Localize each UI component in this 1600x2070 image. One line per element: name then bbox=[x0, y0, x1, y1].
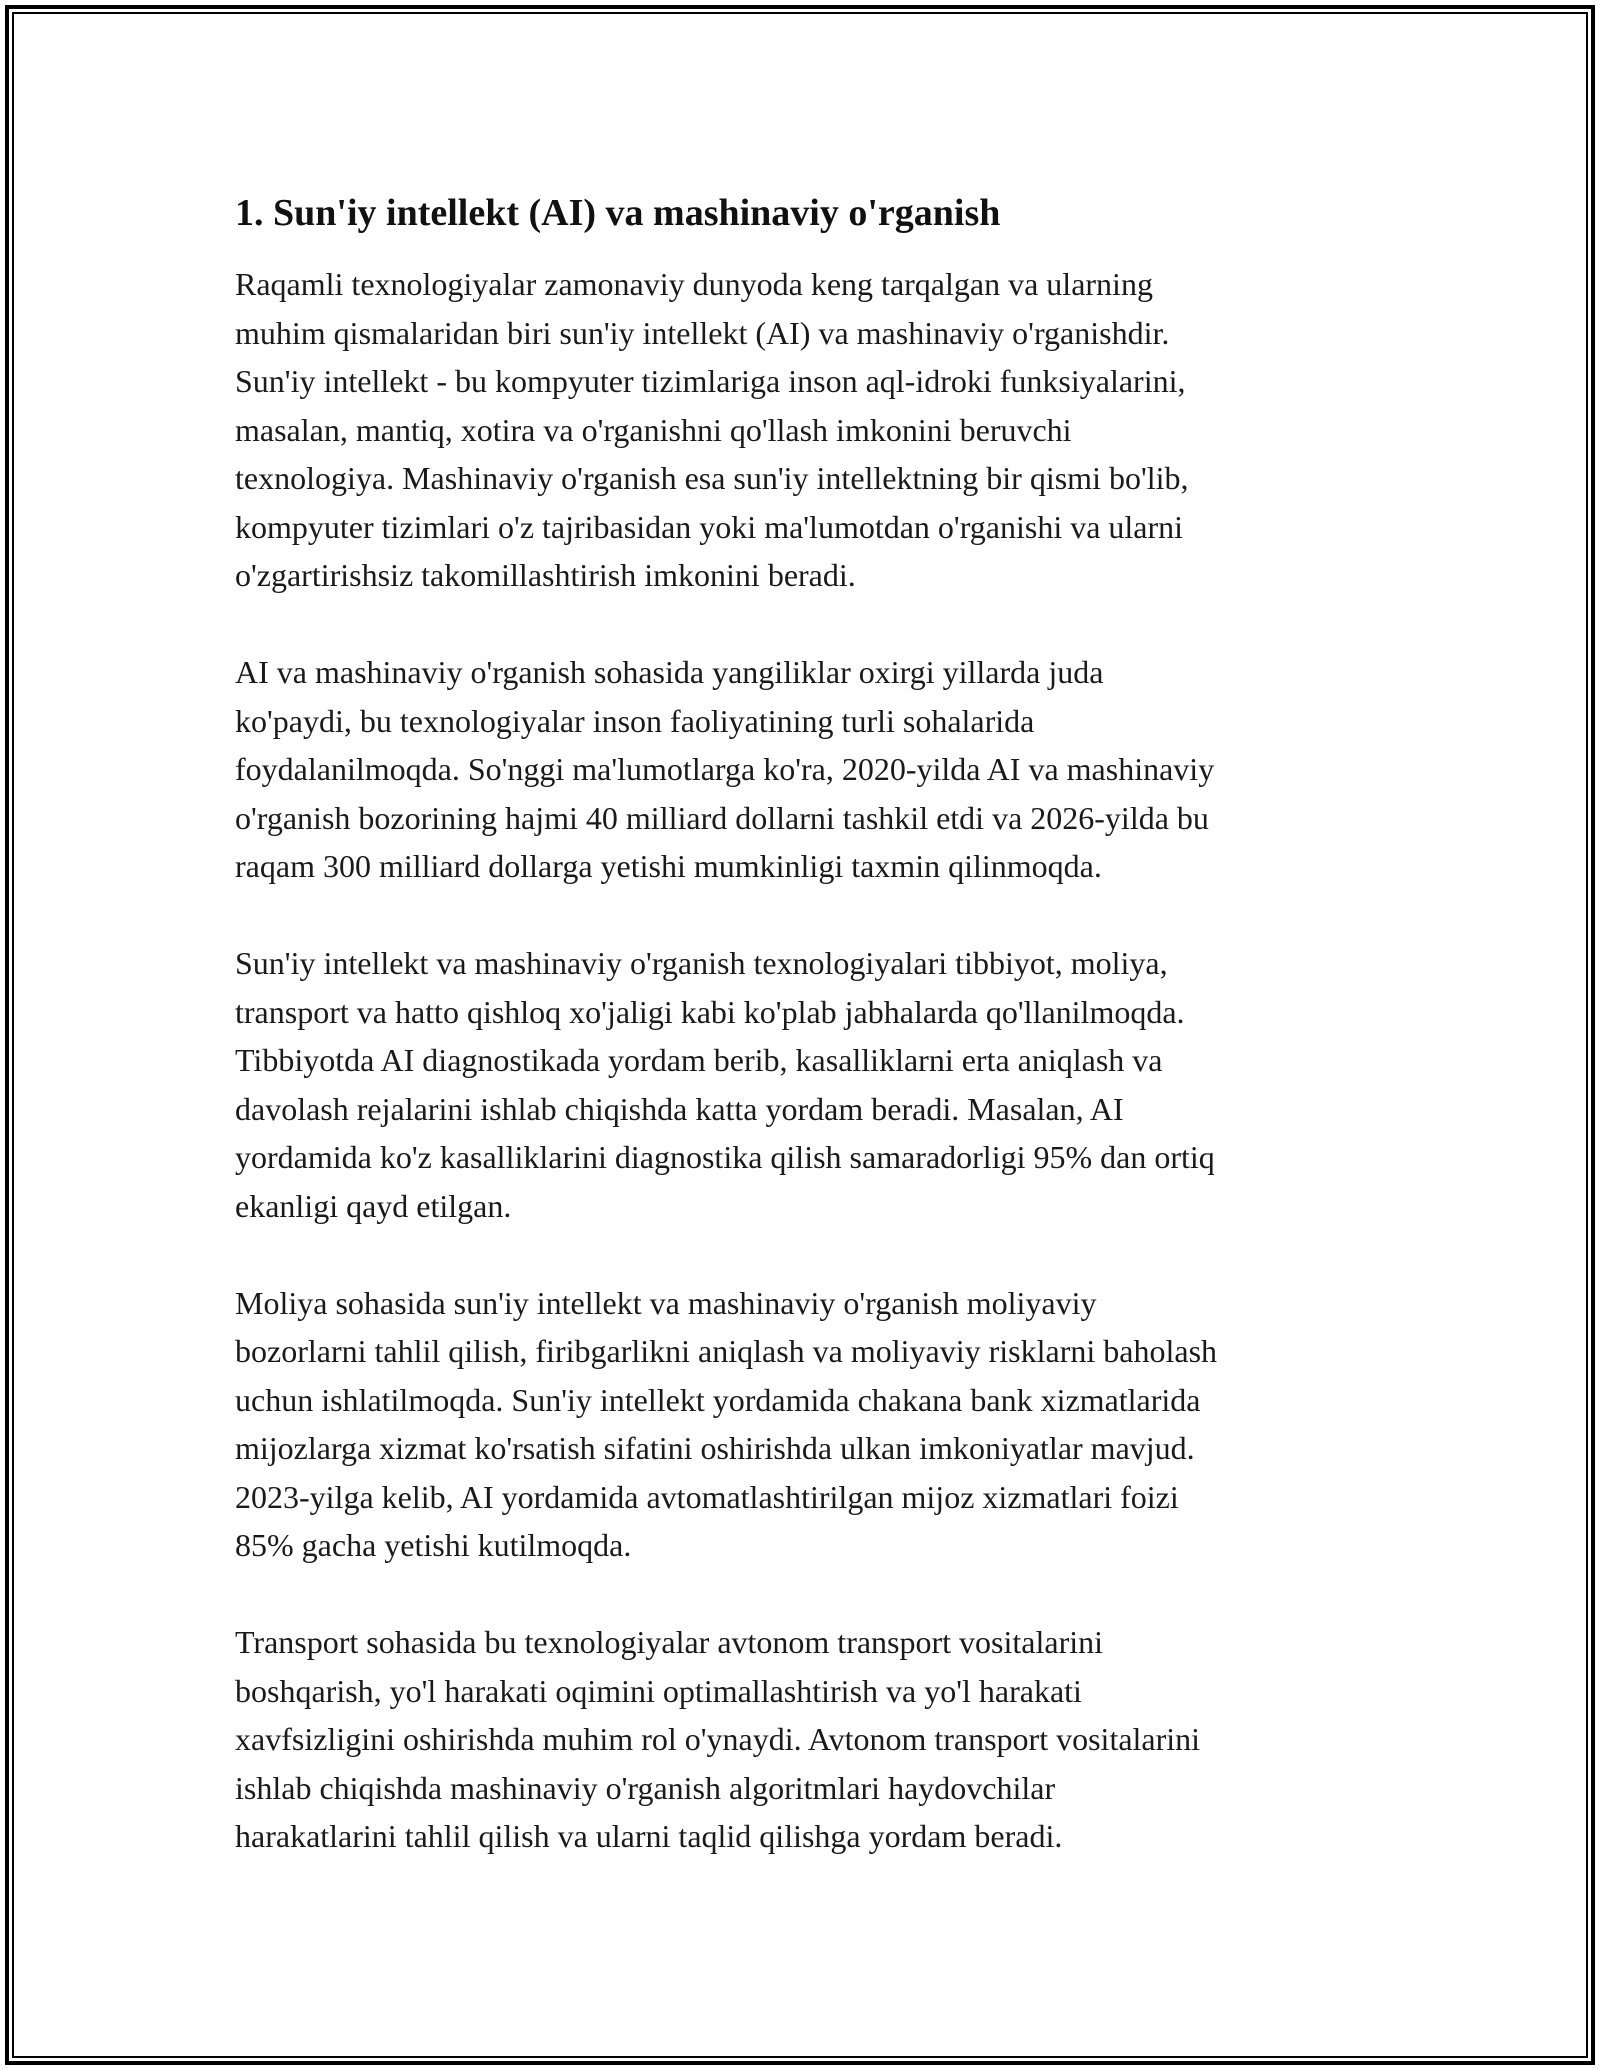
text-line: ko'paydi, bu texnologiyalar inson faoliyatining turli sohalarida bbox=[235, 702, 1035, 739]
text-line: 2023-yilga kelib, AI yordamida avtomatlashtirilgan mijoz xizmatlari foizi bbox=[235, 1478, 1179, 1515]
text-line: raqam 300 milliard dollarga yetishi mumkinligi taxmin qilinmoqda. bbox=[235, 848, 1102, 884]
text-line: AI va mashinaviy o'rganish sohasida yangiliklar oxirgi yillarda juda bbox=[235, 654, 1104, 690]
paragraph-transport bbox=[235, 1618, 1375, 1861]
text-line: 85% gacha yetishi kutilmoqda. bbox=[235, 1527, 632, 1563]
text-line: Tibbiyotda AI diagnostikada yordam berib, kasalliklarni erta aniqlash va bbox=[235, 1042, 1163, 1078]
text-line: uchun ishlatilmoqda. Sun'iy intellekt yordamida chakana bank xizmatlarida bbox=[235, 1381, 1201, 1418]
section-title: 1. Sun'iy intellekt (AI) va mashinaviy o'rganish bbox=[235, 192, 1001, 234]
paragraph-finance bbox=[235, 1279, 1375, 1570]
document-body bbox=[235, 186, 1375, 1909]
text-line: ekanligi qayd etilgan. bbox=[235, 1187, 512, 1224]
text-line: bozorlarni tahlil qilish, firibgarlikni aniqlash va moliyaviy risklarni baholash bbox=[235, 1333, 1218, 1369]
text-line: transport va hatto qishloq xo'jaligi kabi ko'plab jabhalarda qo'llanilmoqda. bbox=[235, 993, 1185, 1030]
paragraph-medicine bbox=[235, 939, 1375, 1230]
paragraph-market-growth bbox=[235, 648, 1375, 891]
paragraph-ai-definition bbox=[235, 260, 1375, 600]
text-line: foydalanilmoqda. So'nggi ma'lumotlarga ko'ra, 2020-yilda AI va mashinaviy bbox=[235, 751, 1215, 787]
text-line: xavfsizligini oshirishda muhim rol o'ynaydi. Avtonom transport vositalarini bbox=[235, 1721, 1201, 1757]
text-line: Moliya sohasida sun'iy intellekt va mashinaviy o'rganish moliyaviy bbox=[235, 1284, 1097, 1321]
text-line: boshqarish, yo'l harakati oqimini optimallashtirish va yo'l harakati bbox=[235, 1672, 1082, 1709]
text-line: yordamida ko'z kasalliklarini diagnostika qilish samaradorligi 95% dan ortiq bbox=[235, 1139, 1215, 1175]
text-line: harakatlarini tahlil qilish va ularni taqlid qilishga yordam beradi. bbox=[235, 1818, 1063, 1854]
text-line: o'rganish bozorining hajmi 40 milliard dollarni tashkil etdi va 2026-yilda bu bbox=[235, 799, 1209, 836]
text-line: ishlab chiqishda mashinaviy o'rganish algoritmlari haydovchilar bbox=[235, 1769, 1056, 1806]
text-line: davolash rejalarini ishlab chiqishda katta yordam beradi. Masalan, AI bbox=[235, 1090, 1124, 1127]
text-line: texnologiya. Mashinaviy o'rganish esa sun'iy intellektning bir qismi bo'lib, bbox=[235, 460, 1189, 496]
text-line: Sun'iy intellekt va mashinaviy o'rganish texnologiyalari tibbiyot, moliya, bbox=[235, 945, 1168, 981]
text-line: Transport sohasida bu texnologiyalar avtonom transport vositalarini bbox=[235, 1624, 1104, 1660]
text-line: Raqamli texnologiyalar zamonaviy dunyoda keng tarqalgan va ularning bbox=[235, 266, 1153, 302]
text-line: o'zgartirishsiz takomillashtirish imkonini beradi. bbox=[235, 557, 856, 593]
text-line: mijozlarga xizmat ko'rsatish sifatini oshirishda ulkan imkoniyatlar mavjud. bbox=[235, 1430, 1195, 1466]
text-line: masalan, mantiq, xotira va o'rganishni qo'llash imkonini beruvchi bbox=[235, 411, 1072, 448]
text-line: muhim qismalaridan biri sun'iy intellekt (AI) va mashinaviy o'rganishdir. bbox=[235, 314, 1170, 351]
text-line: Sun'iy intellekt - bu kompyuter tizimlariga inson aql-idroki funksiyalarini, bbox=[235, 363, 1186, 399]
text-line: kompyuter tizimlari o'z tajribasidan yoki ma'lumotdan o'rganishi va ularni bbox=[235, 508, 1184, 545]
